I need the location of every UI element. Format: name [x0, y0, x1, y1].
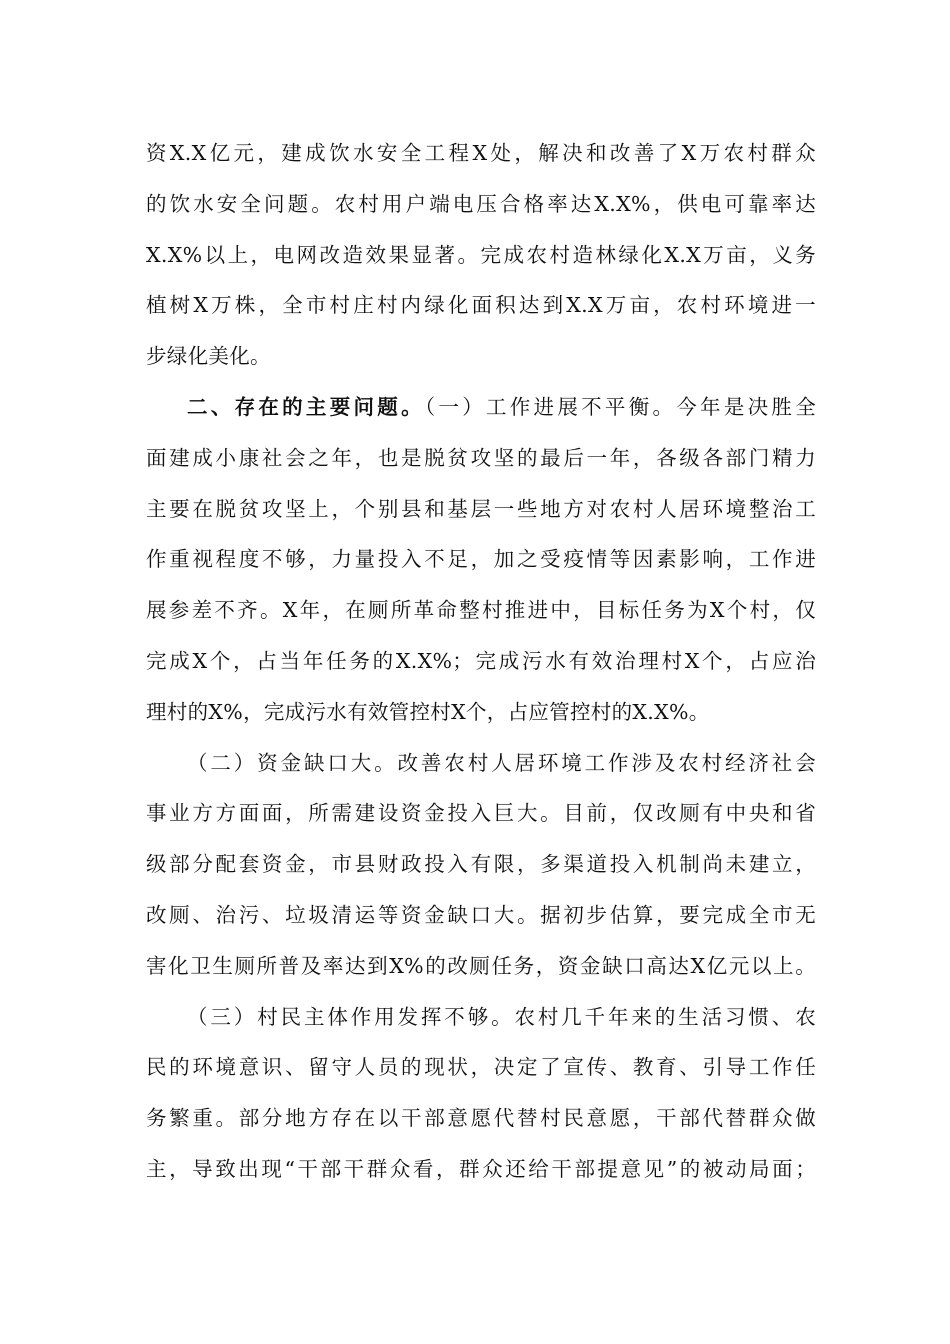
text-line: 步绿化美化。	[146, 344, 271, 369]
text-line: 作重视程度不够，力量投入不足，加之受疫情等因素影响，工作进	[146, 547, 816, 572]
paragraph-water-power-greening	[146, 128, 816, 382]
text-line: 级部分配套资金，市县财政投入有限，多渠道投入机制尚未建立，	[146, 852, 816, 877]
text-line: 展参差不齐。X年，在厕所革命整村推进中，目标任务为X个村，仅	[146, 598, 816, 623]
paragraph-main-problems	[146, 382, 816, 738]
text-line: （二）资金缺口大。改善农村人居环境工作涉及农村经济社会	[187, 750, 816, 775]
text-line: 植树X万株，全市村庄村内绿化面积达到X.X万亩，农村环境进一	[146, 293, 816, 318]
text-line: 改厕、治污、垃圾清运等资金缺口大。据初步估算，要完成全市无	[146, 902, 816, 927]
text-line: 主要在脱贫攻坚上，个别县和基层一些地方对农村人居环境整治工	[146, 496, 816, 521]
paragraph-funding-gap	[146, 738, 816, 992]
text-line: 面建成小康社会之年，也是脱贫攻坚的最后一年，各级各部门精力	[146, 445, 816, 470]
document-body	[146, 128, 816, 1195]
text-line: 完成X个，占当年任务的X.X%；完成污水有效治理村X个，占应治	[146, 648, 816, 673]
text-line: 理村的X%，完成污水有效管控村X个，占应管控村的X.X%。	[146, 699, 710, 724]
text-line: 事业方方面面，所需建设资金投入巨大。目前，仅改厕有中央和省	[146, 801, 816, 826]
section-heading: 二、存在的主要问题。	[187, 394, 425, 419]
heading-line-text: （一）工作进展不平衡。今年是决胜全	[424, 394, 816, 419]
text-line: 主，导致出现“干部干群众看，群众还给干部提意见”的被动局面；	[146, 1156, 816, 1181]
text-line: （三）村民主体作用发挥不够。农村几千年来的生活习惯、农	[187, 1004, 816, 1029]
text-line: X.X%以上，电网改造效果显著。完成农村造林绿化X.X万亩，义务	[146, 242, 816, 267]
text-line: 务繁重。部分地方存在以干部意愿代替村民意愿，干部代替群众做	[146, 1106, 816, 1131]
text-line	[146, 382, 816, 433]
text-line: 民的环境意识、留守人员的现状，决定了宣传、教育、引导工作任	[146, 1055, 816, 1080]
text-line: 害化卫生厕所普及率达到X%的改厕任务，资金缺口高达X亿元以上。	[146, 953, 816, 978]
text-line: 的饮水安全问题。农村用户端电压合格率达X.X%，供电可靠率达	[146, 191, 816, 216]
paragraph-villager-role	[146, 992, 816, 1195]
text-line: 资X.X亿元，建成饮水安全工程X处，解决和改善了X万农村群众	[146, 141, 816, 165]
